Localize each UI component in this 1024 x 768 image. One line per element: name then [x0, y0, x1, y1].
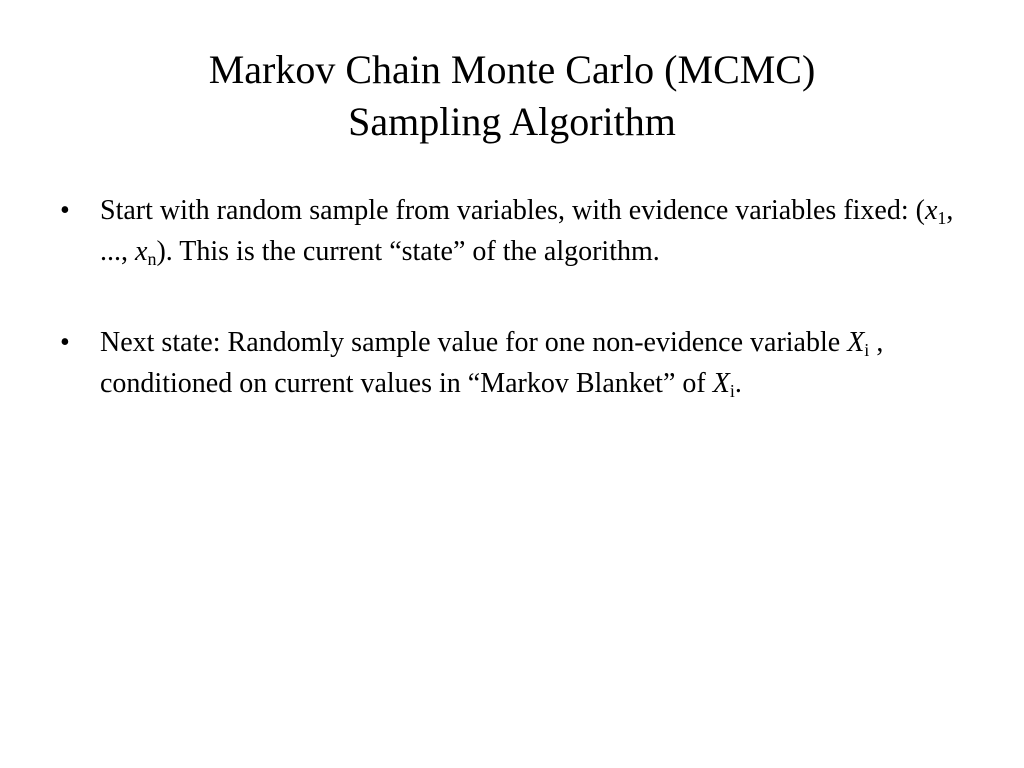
sub-1: 1 [937, 208, 947, 228]
bullet-2-text-b: , conditioned on current values in “Markov Blanket” of [100, 327, 884, 399]
bullet-1-text-a: Start with random sample from variables, with evidence variables fixed: ( [100, 195, 925, 226]
bullet-1-text-c: ). This is the current “state” of the algorithm. [156, 236, 660, 267]
bullet-item-1 [56, 190, 956, 272]
bullet-marker-icon: • [60, 195, 70, 226]
sub-i: i [864, 340, 870, 360]
title-line-1: Markov Chain Monte Carlo (MCMC) [208, 47, 816, 92]
sub-i-2: i [729, 381, 735, 401]
bullet-2-text-c: . [734, 368, 742, 399]
var-Xi: X [847, 327, 865, 358]
bullet-list [56, 190, 956, 454]
var-xn: x [135, 236, 148, 267]
var-x1: x [924, 195, 938, 226]
bullet-1-text-b: , ..., [100, 195, 954, 267]
bullet-marker-icon: • [60, 327, 70, 358]
bullet-item-2 [56, 322, 956, 404]
var-Xi-2: X [712, 368, 730, 399]
title-line-2: Sampling Algorithm [348, 99, 676, 144]
bullet-2-text-a: Next state: Randomly sample value for one non-evidence variable [100, 327, 848, 358]
slide-title [0, 44, 1024, 148]
sub-n: n [147, 249, 157, 269]
